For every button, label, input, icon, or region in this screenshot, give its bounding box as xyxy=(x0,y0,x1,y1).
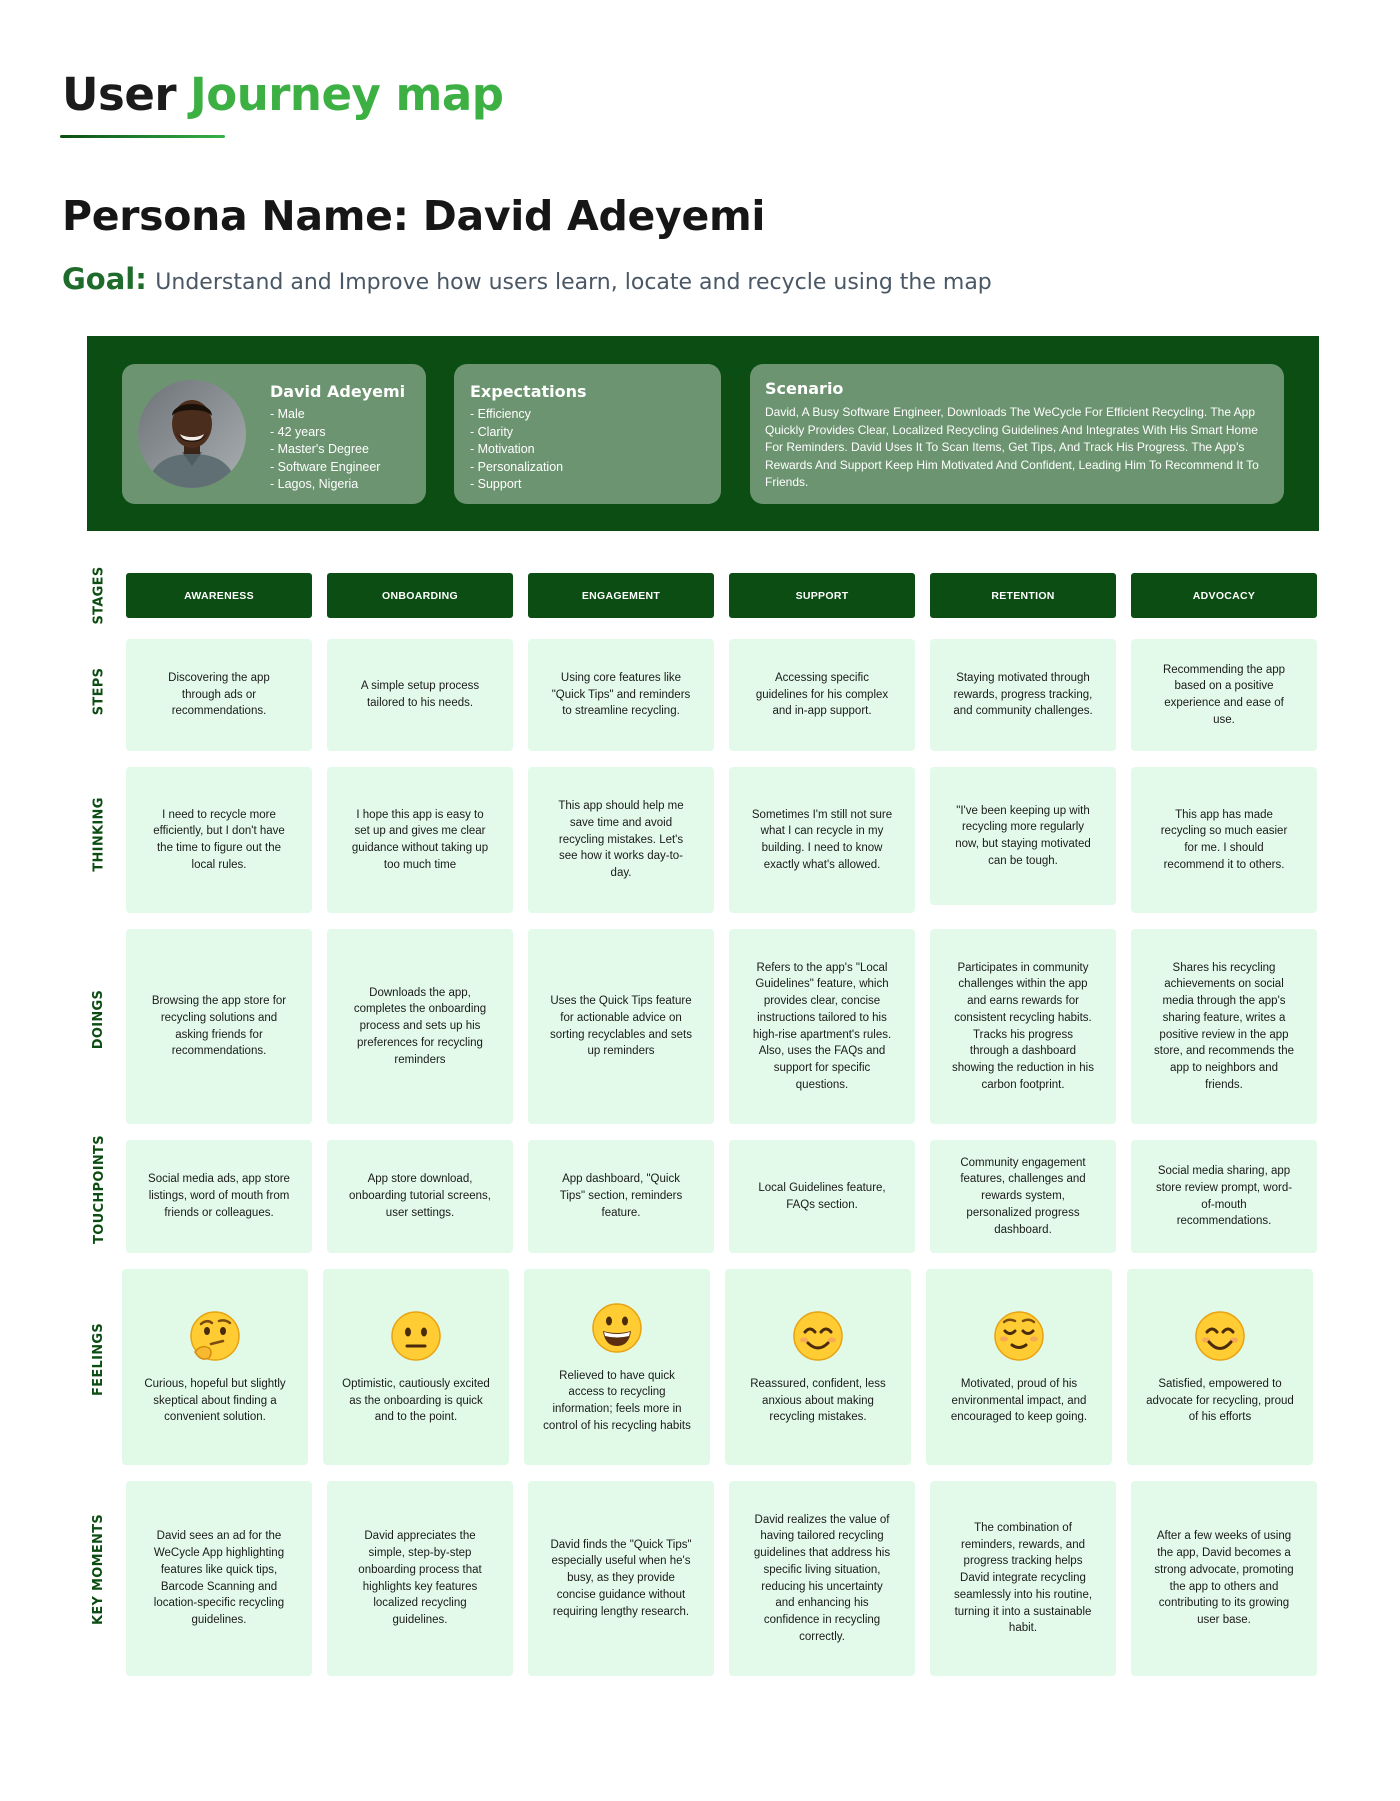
relieved-face-icon xyxy=(991,1308,1047,1364)
key-moment-cell: After a few weeks of using the app, David becomes a strong advocate, promoting the app to others and contributing to its growing user base. xyxy=(1131,1481,1317,1676)
stage-awareness: AWARENESS xyxy=(126,573,312,618)
persona-photo xyxy=(138,380,246,488)
expectation-item: - Personalization xyxy=(470,459,564,474)
doing-cell: Uses the Quick Tips feature for actionable advice on sorting recyclables and sets up reminders xyxy=(528,929,714,1124)
stage-onboarding: ONBOARDING xyxy=(327,573,513,618)
row-label-doings: DOINGS xyxy=(91,989,107,1050)
feeling-text: Motivated, proud of his environmental impact, and encouraged to keep going. xyxy=(950,1377,1088,1424)
goal-line xyxy=(62,262,992,296)
expectations-list xyxy=(470,406,563,494)
doing-cell: Downloads the app, completes the onboarding process and sets up his preferences for recycling reminders xyxy=(327,929,513,1124)
persona-detail-gender: - Male xyxy=(270,407,305,421)
stage-engagement: ENGAGEMENT xyxy=(528,573,714,618)
step-cell: Recommending the app based on a positive experience and ease of use. xyxy=(1131,639,1317,751)
thinking-cell: Sometimes I'm still not sure what I can recycle in my building. I need to know exactly what's allowed. xyxy=(729,767,915,913)
doing-cell: Browsing the app store for recycling solutions and asking friends for recommendations. xyxy=(126,929,312,1124)
title-underline xyxy=(60,135,225,138)
touchpoint-cell: Community engagement features, challenges and rewards system, personalized progress dashboard. xyxy=(930,1140,1116,1253)
expectation-item: - Clarity xyxy=(470,424,514,439)
feeling-cell xyxy=(323,1269,509,1465)
feeling-text: Relieved to have quick access to recycling information; feels more in control of his recycling habits xyxy=(543,1369,691,1432)
expectation-item: - Efficiency xyxy=(470,407,531,421)
feeling-cell xyxy=(725,1269,911,1465)
persona-detail-occupation: - Software Engineer xyxy=(270,459,381,474)
persona-banner xyxy=(87,336,1319,531)
page-title xyxy=(62,68,503,121)
expectation-item: - Support xyxy=(470,477,522,491)
scenario-text: David, A Busy Software Engineer, Downloads The WeCycle For Efficient Recycling. The App Quickly Provides Clear, Localized Recycling Guidelines And Integrates With His Smart Home For Reminders. David Uses It To Scan Items, Get Tips, And Track His Progress. The App's Rewards And Support Keep Him Motivated And Confident, Leading Him To Recommend It To Friends. xyxy=(765,405,1259,489)
row-label-thinking: THINKING xyxy=(91,796,107,872)
row-label-stages: STAGES xyxy=(91,566,107,625)
touchpoint-cell: Social media sharing, app store review prompt, word-of-mouth recommendations. xyxy=(1131,1140,1317,1253)
scenario-title: Scenario xyxy=(765,379,844,398)
feeling-cell xyxy=(122,1269,308,1465)
grinning-face-icon xyxy=(589,1300,645,1356)
persona-details-list xyxy=(270,406,380,494)
thinking-cell: This app has made recycling so much easier for me. I should recommend it to others. xyxy=(1131,767,1317,913)
step-cell: Staying motivated through rewards, progress tracking, and community challenges. xyxy=(930,639,1116,751)
thinking-cell: I need to recycle more efficiently, but I don't have the time to figure out the local rules. xyxy=(126,767,312,913)
expectation-item: - Motivation xyxy=(470,442,535,456)
touchpoint-cell: App dashboard, "Quick Tips" section, reminders feature. xyxy=(528,1140,714,1253)
touchpoint-cell: App store download, onboarding tutorial screens, user settings. xyxy=(327,1140,513,1253)
title-user: User xyxy=(62,68,177,121)
expectations-card xyxy=(454,364,721,504)
doing-cell: Participates in community challenges within the app and earns rewards for consistent recycling habits. Tracks his progress through a dashboard showing the reduction in his carbon footprint. xyxy=(930,929,1116,1124)
feeling-text: Satisfied, empowered to advocate for recycling, proud of his efforts xyxy=(1146,1377,1294,1424)
feeling-text: Reassured, confident, less anxious about making recycling mistakes. xyxy=(750,1377,886,1424)
doing-cell: Refers to the app's "Local Guidelines" feature, which provides clear, concise instructions tailored to his high-rise apartment's rules. Also, uses the FAQs and support for specific questions. xyxy=(729,929,915,1124)
key-moment-cell: The combination of reminders, rewards, and progress tracking helps David integrate recycling seamlessly into his routine, turning it into a sustainable habit. xyxy=(930,1481,1116,1676)
happy-face-icon xyxy=(1192,1308,1248,1364)
step-cell: Accessing specific guidelines for his complex and in-app support. xyxy=(729,639,915,751)
feeling-cell xyxy=(926,1269,1112,1465)
scenario-card xyxy=(750,364,1284,504)
smiling-face-icon xyxy=(790,1308,846,1364)
stage-advocacy: ADVOCACY xyxy=(1131,573,1317,618)
goal-text: Understand and Improve how users learn, locate and recycle using the map xyxy=(155,270,992,295)
step-cell: A simple setup process tailored to his needs. xyxy=(327,639,513,751)
persona-detail-education: - Master's Degree xyxy=(270,442,369,456)
key-moment-cell: David sees an ad for the WeCycle App highlighting features like quick tips, Barcode Scanning and location-specific recycling guidelines. xyxy=(126,1481,312,1676)
expectations-title: Expectations xyxy=(470,382,587,401)
persona-detail-age: - 42 years xyxy=(270,424,326,439)
row-label-key-moments: KEY MOMENTS xyxy=(91,1513,107,1626)
persona-detail-location: - Lagos, Nigeria xyxy=(270,477,359,491)
thinking-face-icon xyxy=(187,1308,243,1364)
thinking-cell: This app should help me save time and avoid recycling mistakes. Let's see how it works day-to-day. xyxy=(528,767,714,913)
goal-label: Goal: xyxy=(62,262,147,296)
step-cell: Discovering the app through ads or recommendations. xyxy=(126,639,312,751)
key-moment-cell: David appreciates the simple, step-by-step onboarding process that highlights key features localized recycling guidelines. xyxy=(327,1481,513,1676)
step-cell: Using core features like "Quick Tips" and reminders to streamline recycling. xyxy=(528,639,714,751)
row-label-touchpoints: TOUCHPOINTS xyxy=(91,1135,107,1244)
persona-name-heading: Persona Name: David Adeyemi xyxy=(62,192,766,240)
doing-cell: Shares his recycling achievements on social media through the app's sharing feature, writes a positive review in the app store, and recommends the app to neighbors and friends. xyxy=(1131,929,1317,1124)
key-moment-cell: David finds the "Quick Tips" especially useful when he's busy, as they provide concise guidance without requiring lengthy research. xyxy=(528,1481,714,1676)
feeling-text: Curious, hopeful but slightly skeptical about finding a convenient solution. xyxy=(144,1377,286,1424)
stage-retention: RETENTION xyxy=(930,573,1116,618)
touchpoint-cell: Social media ads, app store listings, word of mouth from friends or colleagues. xyxy=(126,1140,312,1253)
thinking-cell: "I've been keeping up with recycling more regularly now, but staying motivated can be tough. xyxy=(930,767,1116,905)
row-label-steps: STEPS xyxy=(91,667,107,715)
title-journey-map: Journey map xyxy=(190,68,504,121)
feeling-cell xyxy=(1127,1269,1313,1465)
persona-card xyxy=(122,364,426,504)
feeling-cell xyxy=(524,1269,710,1465)
touchpoint-cell: Local Guidelines feature, FAQs section. xyxy=(729,1140,915,1253)
feeling-text: Optimistic, cautiously excited as the onboarding is quick and to the point. xyxy=(342,1377,490,1424)
row-label-feelings: FEELINGS xyxy=(91,1322,107,1396)
key-moment-cell: David realizes the value of having tailored recycling guidelines that address his specific living situation, reducing his uncertainty and enhancing his confidence in recycling correctly. xyxy=(729,1481,915,1676)
avatar xyxy=(138,380,246,488)
neutral-face-icon xyxy=(388,1308,444,1364)
persona-card-name: David Adeyemi xyxy=(270,382,406,401)
thinking-cell: I hope this app is easy to set up and gives me clear guidance without taking up too much time xyxy=(327,767,513,913)
stage-support: SUPPORT xyxy=(729,573,915,618)
